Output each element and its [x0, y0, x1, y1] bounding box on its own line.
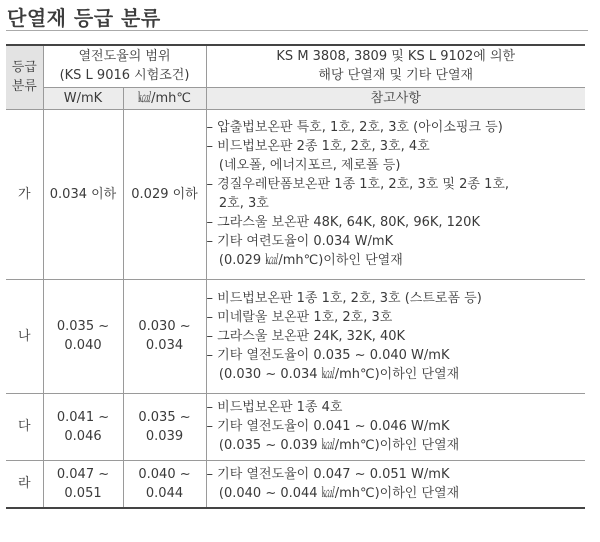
wmk-cell: 0.047 ~ 0.051	[43, 460, 123, 508]
grade-header-text: 등급 분류	[11, 60, 37, 95]
grade-column-header	[6, 45, 43, 109]
table-row	[6, 460, 585, 508]
kcal-cell: 0.040 ~ 0.044	[123, 460, 206, 508]
kcal-cell: 0.029 이하	[123, 109, 206, 279]
reference-line: 2호, 3호	[206, 196, 269, 211]
grade-cell: 나	[6, 279, 43, 393]
reference-line: – 경질우레탄폼보온판 1종 1호, 2호, 3호 및 2종 1호,	[206, 177, 510, 192]
reference-line: – 기타 여련도율이 0.034 W/mK	[206, 234, 394, 249]
reference-cell	[206, 393, 585, 460]
reference-line: (0.035 ~ 0.039 ㎉/mh℃)이하인 단열재	[206, 438, 460, 453]
reference-line: – 기타 열전도율이 0.035 ~ 0.040 W/mK	[206, 347, 450, 363]
wmk-cell: 0.041 ~ 0.046	[43, 393, 123, 460]
table-row	[6, 393, 585, 460]
reference-line: – 그라스울 보온판 24K, 32K, 40K	[206, 328, 406, 344]
table-row	[6, 109, 585, 279]
wmk-cell: 0.035 ~ 0.040	[43, 279, 123, 393]
reference-line: (0.040 ~ 0.044 ㎉/mh℃)이하인 단열재	[206, 485, 460, 501]
unit-kcal-header: ㎉/mh℃	[123, 87, 206, 109]
reference-cell	[206, 460, 585, 508]
ks-header-line1: KS M 3808, 3809 및 KS L 9102에 의한	[276, 49, 516, 65]
reference-line: (0.030 ~ 0.034 ㎉/mh℃)이하인 단열재	[206, 366, 460, 382]
reference-line: – 기타 열전도율이 0.047 ~ 0.051 W/mK	[206, 466, 450, 482]
reference-line: (네오폴, 에너지포르, 제로폴 등)	[206, 158, 401, 173]
reference-cell	[206, 109, 585, 279]
insulation-grade-table	[6, 44, 585, 509]
grade-cell: 가	[6, 109, 43, 279]
wmk-cell: 0.034 이하	[43, 109, 123, 279]
range-header-line1: 열전도율의 범위	[78, 49, 171, 65]
grade-cell: 다	[6, 393, 43, 460]
conductivity-range-header	[43, 45, 206, 87]
unit-wmk-header: W/mK	[43, 87, 123, 109]
range-header-line2: (KS L 9016 시험조건)	[59, 68, 190, 84]
reference-line: – 비드법보온판 1종 4호	[206, 400, 343, 415]
reference-line: – 비드법보온판 2종 1호, 2호, 3호, 4호	[206, 139, 430, 154]
ks-header-line2: 해당 단열재 및 기타 단열재	[318, 68, 474, 84]
grade-cell: 라	[6, 460, 43, 508]
ks-standard-header	[206, 45, 585, 87]
page-title: 단열재 등급 분류	[7, 6, 161, 30]
reference-cell	[206, 279, 585, 393]
reference-header: 참고사항	[206, 87, 585, 109]
reference-line: – 기타 열전도율이 0.041 ~ 0.046 W/mK	[206, 419, 450, 434]
reference-line: – 그라스울 보온판 48K, 64K, 80K, 96K, 120K	[206, 215, 480, 230]
reference-line: – 압출법보온판 특호, 1호, 2호, 3호 (아이소핑크 등)	[206, 120, 503, 135]
reference-line: – 비드법보온판 1종 1호, 2호, 3호 (스트로폼 등)	[206, 290, 482, 306]
title-underline	[6, 30, 588, 31]
reference-line: – 미네랄울 보온판 1호, 2호, 3호	[206, 309, 393, 325]
table-row	[6, 279, 585, 393]
reference-line: (0.029 ㎉/mh℃)이하인 단열재	[206, 253, 403, 268]
kcal-cell: 0.035 ~ 0.039	[123, 393, 206, 460]
kcal-cell: 0.030 ~ 0.034	[123, 279, 206, 393]
